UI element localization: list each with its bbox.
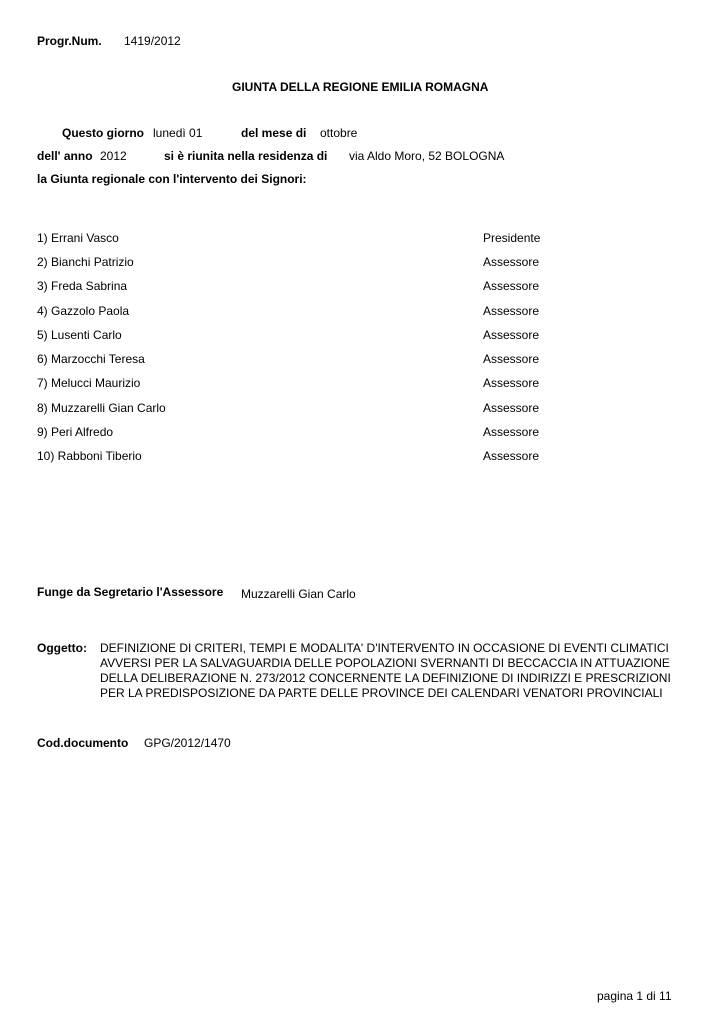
member-role: Assessore (483, 352, 540, 366)
member-name: 9) Peri Alfredo (37, 425, 114, 439)
day-label: Questo giorno (62, 126, 144, 140)
member-role: Assessore (483, 304, 540, 318)
member-role: Assessore (483, 376, 540, 390)
member-role: Presidente (483, 231, 541, 245)
member-name: 2) Bianchi Patrizio (37, 255, 134, 269)
document-title: GIUNTA DELLA REGIONE EMILIA ROMAGNA (232, 80, 489, 94)
year-label: dell' anno (37, 149, 93, 163)
subject-label: Oggetto: (37, 641, 87, 655)
subject-line: DELLA DELIBERAZIONE N. 273/2012 CONCERNENTE LA DEFINIZIONE DI INDIRIZZI E PRESCRIZIONI (100, 671, 671, 685)
progr-num-label: Progr.Num. (37, 34, 102, 48)
month-label: del mese di (241, 126, 307, 140)
member-name: 6) Marzocchi Teresa (37, 352, 145, 366)
member-role: Assessore (483, 425, 540, 439)
secretary-label: Funge da Segretario l'Assessore (37, 585, 224, 599)
document-code-value: GPG/2012/1470 (144, 736, 231, 750)
subject-line: DEFINIZIONE DI CRITERI, TEMPI E MODALITA' D'INTERVENTO IN OCCASIONE DI EVENTI CLIMATICI (100, 641, 669, 655)
member-role: Assessore (483, 255, 540, 269)
member-name: 8) Muzzarelli Gian Carlo (37, 401, 166, 415)
progr-num-value: 1419/2012 (124, 34, 181, 48)
member-name: 1) Errani Vasco (37, 231, 119, 245)
day-value: lunedì 01 (153, 126, 203, 140)
place-label: si è riunita nella residenza di (164, 149, 328, 163)
member-name: 3) Freda Sabrina (37, 279, 128, 293)
member-role: Assessore (483, 401, 540, 415)
member-name: 10) Rabboni Tiberio (37, 449, 142, 463)
member-role: Assessore (483, 449, 540, 463)
member-name: 5) Lusenti Carlo (37, 328, 122, 342)
document-code-label: Cod.documento (37, 736, 129, 750)
subject-line: PER LA PREDISPOSIZIONE DA PARTE DELLE PROVINCE DEI CALENDARI VENATORI PROVINCIALI (100, 686, 663, 700)
secretary-value: Muzzarelli Gian Carlo (241, 587, 356, 601)
intro-text: la Giunta regionale con l'intervento dei Signori: (37, 172, 307, 186)
member-role: Assessore (483, 279, 540, 293)
page-number: pagina 1 di 11 (597, 989, 672, 1003)
month-value: ottobre (320, 126, 358, 140)
member-name: 4) Gazzolo Paola (37, 304, 130, 318)
member-name: 7) Melucci Maurizio (37, 376, 141, 390)
year-value: 2012 (100, 149, 127, 163)
member-role: Assessore (483, 328, 540, 342)
subject-text (100, 641, 700, 701)
subject-line: AVVERSI PER LA SALVAGUARDIA DELLE POPOLAZIONI SVERNANTI DI BECCACCIA IN ATTUAZIONE (100, 656, 670, 670)
place-value: via Aldo Moro, 52 BOLOGNA (349, 149, 505, 163)
